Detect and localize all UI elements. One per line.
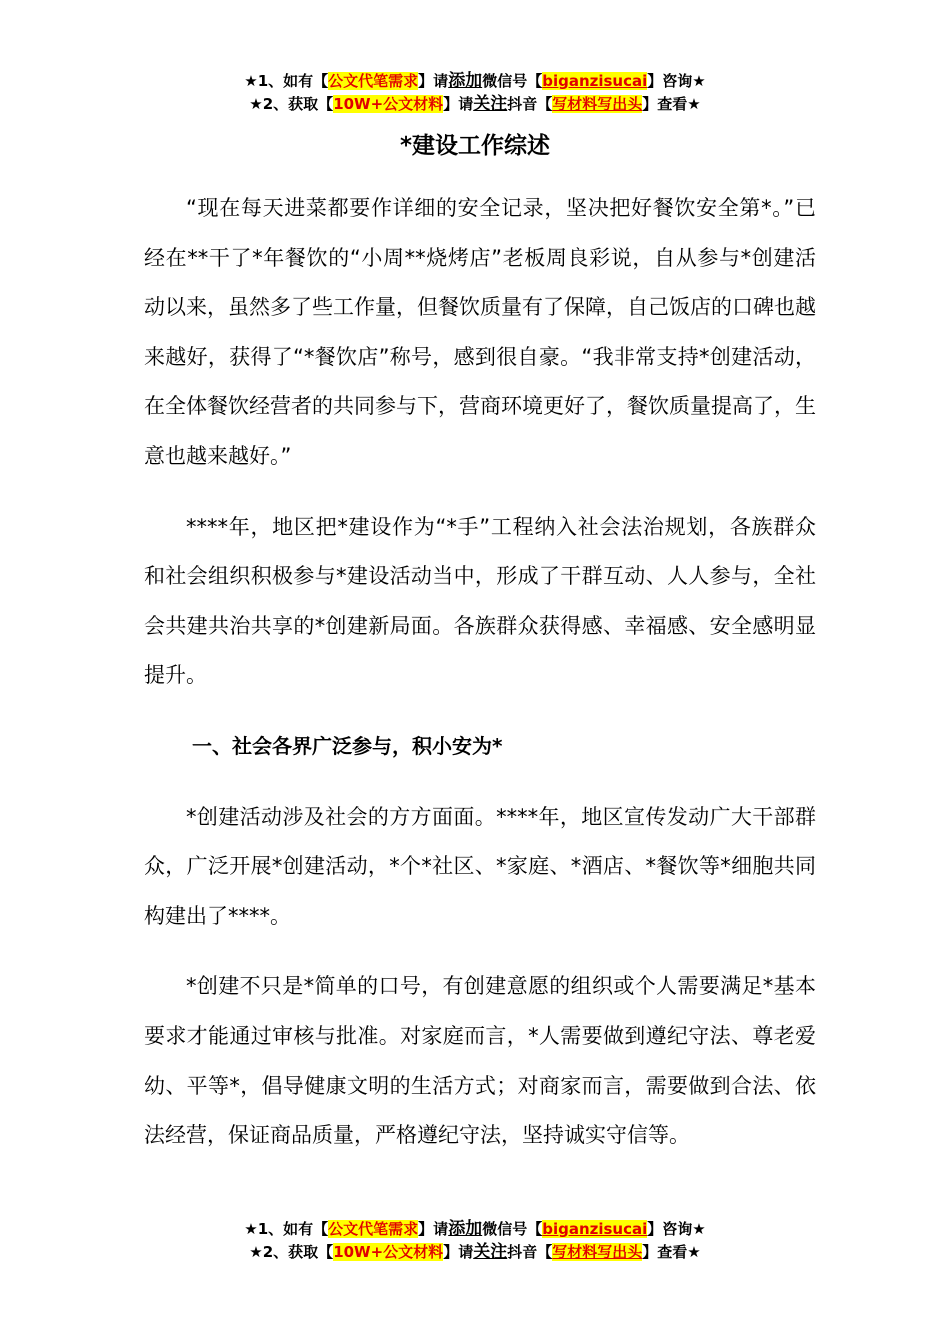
paragraph: ****年，地区把*建设作为“*手”工程纳入社会法治规划，各族群众和社会组织积极参与*建设活动当中，形成了干群互动、人人参与，全社会共建共治共享的*创建新局面。各族群众获得感、幸福感、安全感明显提升。 xyxy=(144,514,816,688)
promo-highlight: 10W+公文材料 xyxy=(333,95,444,113)
promo-text: 】请 xyxy=(418,1220,449,1238)
document-title: *建设工作综述 xyxy=(399,133,551,159)
promo-text: 】请 xyxy=(443,1243,474,1261)
wechat-id-link[interactable]: biganzisucai xyxy=(542,1220,648,1238)
promo-text: 】咨询★ xyxy=(647,1220,706,1238)
promo-text: 微信号【 xyxy=(482,72,543,90)
promo-text: 抖音【 xyxy=(507,1243,553,1261)
promo-text: ★2、获取【 xyxy=(249,1243,334,1261)
douyin-account-link[interactable]: 写材料写出头 xyxy=(552,95,643,113)
document-body xyxy=(144,184,816,1182)
promo-text: 微信号【 xyxy=(482,1220,543,1238)
wechat-id-link[interactable]: biganzisucai xyxy=(542,72,648,90)
paragraph: *创建不只是*简单的口号，有创建意愿的组织或个人需要满足*基本要求才能通过审核与批准。对家庭而言，*人需要做到遵纪守法、尊老爱幼、平等*，倡导健康文明的生活方式；对商家而言，需要做到合法、依法经营，保证商品质量，严格遵纪守法，坚持诚实守信等。 xyxy=(144,974,816,1148)
promo-highlight: 公文代笔需求 xyxy=(328,1220,419,1238)
paragraph: “现在每天进菜都要作详细的安全记录，坚决把好餐饮安全第*。”已经在**干了*年餐饮的“小周**烧烤店”老板周良彩说，自从参与*创建活动以来，虽然多了些工作量，但餐饮质量有了保障，自己饭店的口碑也越来越好，获得了“*餐饮店”称号，感到很自豪。“我非常支持*创建活动，在全体餐饮经营者的共同参与下，营商环境更好了，餐饮质量提高了，生意也越来越好。” xyxy=(144,196,816,468)
promo-text: ★1、如有【 xyxy=(244,72,329,90)
promo-emphasis: 关注 xyxy=(473,94,508,114)
douyin-account-link[interactable]: 写材料写出头 xyxy=(552,1243,643,1261)
promo-text: 】请 xyxy=(443,95,474,113)
promo-text: ★2、获取【 xyxy=(249,95,334,113)
promo-emphasis: 添加 xyxy=(448,1219,483,1239)
promo-text: 】请 xyxy=(418,72,449,90)
promo-text: 】查看★ xyxy=(642,95,701,113)
promo-text: 】查看★ xyxy=(642,1243,701,1261)
promo-emphasis: 关注 xyxy=(473,1242,508,1262)
bottom-promo-banner xyxy=(0,1218,950,1264)
promo-text: 抖音【 xyxy=(507,95,553,113)
promo-highlight: 公文代笔需求 xyxy=(328,72,419,90)
promo-text: 】咨询★ xyxy=(647,72,706,90)
top-promo-banner xyxy=(0,70,950,116)
paragraph: *创建活动涉及社会的方方面面。****年，地区宣传发动广大干部群众，广泛开展*创建活动，*个*社区、*家庭、*酒店、*餐饮等*细胞共同构建出了****。 xyxy=(144,804,816,928)
promo-line-1 xyxy=(0,1218,950,1241)
section-heading: 一、社会各界广泛参与，积小安为* xyxy=(192,733,503,758)
promo-highlight: 10W+公文材料 xyxy=(333,1243,444,1261)
promo-emphasis: 添加 xyxy=(448,71,483,91)
promo-text: ★1、如有【 xyxy=(244,1220,329,1238)
promo-line-1 xyxy=(0,70,950,93)
promo-line-2 xyxy=(0,93,950,116)
promo-line-2 xyxy=(0,1241,950,1264)
